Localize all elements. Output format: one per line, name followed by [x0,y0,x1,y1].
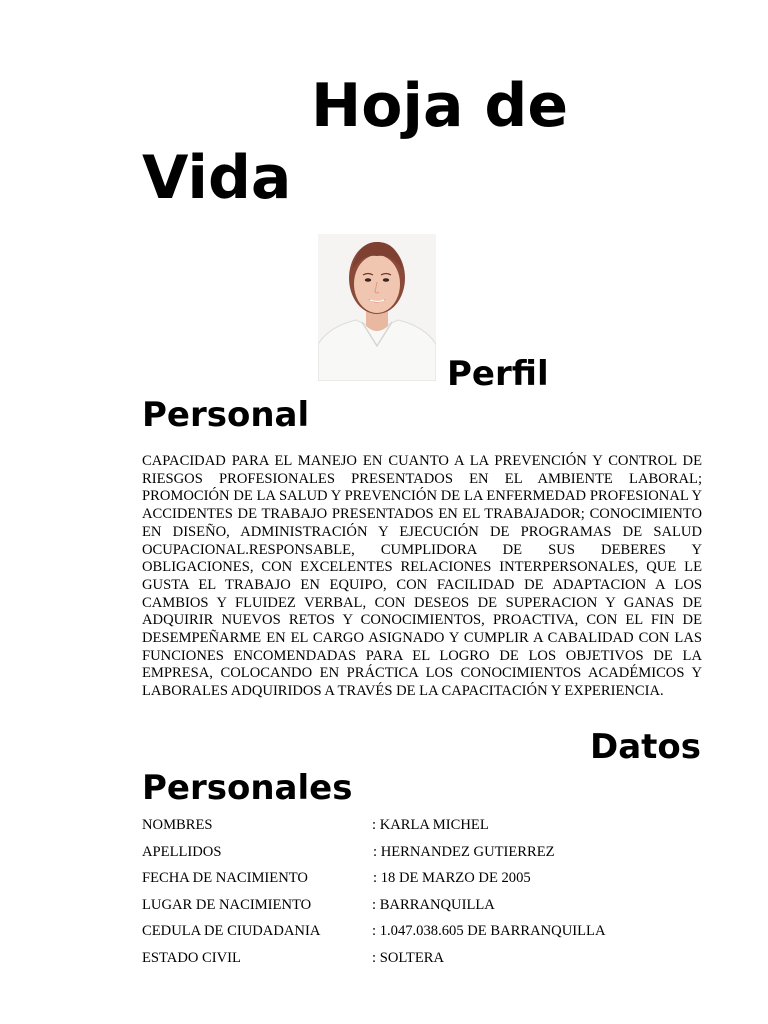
field-value-cedula: : 1.047.038.605 DE BARRANQUILLA [372,923,606,940]
profile-description: CAPACIDAD PARA EL MANEJO EN CUANTO A LA PREVENCIÓN Y CONTROL DE RIESGOS PROFESIONALES PRESENTADOS EN EL AMBIENTE LABORAL; PROMOCIÓN DE LA SALUD Y PREVENCIÓN DE LA ENFERMEDAD PROFESIONAL Y ACCIDENTES DE TRABAJO PRESENTADOS EN EL TRABAJADOR; CONOCIMIENTO EN DISEÑO, ADMINISTRACIÓN Y EJECUCIÓN DE PROGRAMAS DE SALUD OCUPACIONAL.RESPONSABLE, CUMPLIDORA DE SUS DEBERES Y OBLIGACIONES, CON EXCELENTES RELACIONES INTERPERSONALES, QUE LE GUSTA EL TRABAJO EN EQUIPO, CON FACILIDAD DE ADAPTACION A LOS CAMBIOS Y FLUIDEZ VERBAL, CON DESEOS DE SUPERACION Y GANAS DE ADQUIRIR NUEVOS RETOS Y CONOCIMIENTOS, PROACTIVA, CON EL FIN DE DESEMPEÑARME EN EL CARGO ASIGNADO Y CUMPLIR A CABALIDAD CON LAS FUNCIONES ENCOMENDADAS PARA EL LOGRO DE LOS OBJETIVOS DE LA EMPRESA, COLOCANDO EN PRÁCTICA LOS CONOCIMIENTOS ACADÉMICOS Y LABORALES ADQUIRIDOS A TRAVÉS DE LA CAPACITACIÓN Y EXPERIENCIA. [142,453,702,700]
profile-heading-line-1: Perfil [447,354,549,394]
personal-data-row [142,948,702,975]
field-label-apellidos: APELLIDOS [142,843,222,860]
field-value-nombres: : KARLA MICHEL [372,817,489,833]
personal-data-row [142,895,702,922]
field-label-lugar-nacimiento: LUGAR DE NACIMIENTO [142,896,312,913]
field-value-apellidos: : HERNANDEZ GUTIERREZ [373,843,555,860]
field-value-lugar-nacimiento: : BARRANQUILLA [372,896,495,913]
field-label-cedula: CEDULA DE CIUDADANIA [142,923,321,940]
personal-data-heading-line-1: Datos [589,727,701,767]
personal-data-heading-line-2: Personales [142,768,353,808]
personal-data-row [142,815,702,842]
personal-data-table [142,815,702,975]
field-value-estado-civil: : SOLTERA [372,949,445,966]
field-label-fecha-nacimiento: FECHA DE NACIMIENTO [142,870,308,887]
personal-data-row [142,921,702,948]
profile-photo [318,234,436,381]
document-title-line-2: Vida [142,143,292,213]
field-label-estado-civil: ESTADO CIVIL [142,949,241,966]
profile-heading-line-2: Personal [142,395,310,435]
document-title-line-1: Hoja de [311,71,569,141]
field-label-nombres: NOMBRES [142,817,213,833]
field-value-fecha-nacimiento: : 18 DE MARZO DE 2005 [373,870,531,887]
personal-data-row [142,868,702,895]
personal-data-row [142,842,702,869]
